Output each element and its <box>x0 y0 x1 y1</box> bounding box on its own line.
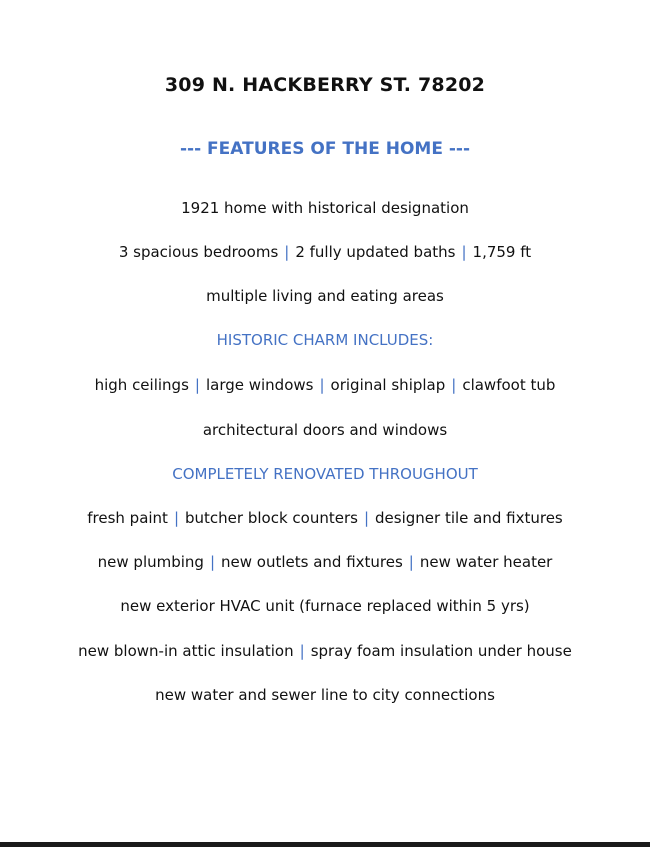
feature-item: new exterior HVAC unit (furnace replaced within 5 yrs) <box>120 597 530 615</box>
line-hvac <box>0 597 650 615</box>
feature-item: butcher block counters <box>185 509 358 527</box>
feature-item: multiple living and eating areas <box>206 287 444 305</box>
line-sewer <box>0 686 650 704</box>
separator-bar: | <box>451 376 457 394</box>
feature-item: fresh paint <box>87 509 168 527</box>
feature-item: new outlets and fixtures <box>221 553 403 571</box>
feature-item: 1,759 ft <box>472 243 532 261</box>
separator-bar: | <box>363 509 370 527</box>
feature-item: large windows <box>205 376 314 394</box>
feature-item: 2 fully updated baths <box>295 243 456 261</box>
line-historical <box>0 199 650 217</box>
line-rooms <box>0 243 650 261</box>
feature-item: clawfoot tub <box>462 376 556 394</box>
separator-bar: | <box>319 376 325 394</box>
feature-item: designer tile and fixtures <box>375 509 563 527</box>
separator-bar: | <box>284 243 290 261</box>
features-heading: --- FEATURES OF THE HOME --- <box>179 139 471 159</box>
separator-bar: | <box>461 243 467 261</box>
separator-bar: | <box>299 642 305 660</box>
feature-item: new plumbing <box>97 553 204 571</box>
line-charm-heading: HISTORIC CHARM INCLUDES: <box>216 331 434 349</box>
feature-item: high ceilings <box>94 376 189 394</box>
line-doors <box>0 421 650 439</box>
line-systems <box>0 553 650 571</box>
feature-item: original shiplap <box>330 376 446 394</box>
line-insulation <box>0 642 650 660</box>
separator-bar: | <box>173 509 180 527</box>
line-finishes <box>0 509 650 527</box>
feature-item: new blown-in attic insulation <box>78 642 294 660</box>
feature-item: 3 spacious bedrooms <box>118 243 279 261</box>
page-title: 309 N. HACKBERRY ST. 78202 <box>164 74 486 96</box>
line-renovated-heading: COMPLETELY RENOVATED THROUGHOUT <box>172 465 478 483</box>
feature-item: architectural doors and windows <box>202 421 448 439</box>
feature-item: new water heater <box>419 553 553 571</box>
separator-bar: | <box>209 553 216 571</box>
line-charm-items <box>0 376 650 394</box>
feature-item: new water and sewer line to city connections <box>155 686 495 704</box>
feature-item: spray foam insulation under house <box>310 642 572 660</box>
separator-bar: | <box>408 553 414 571</box>
feature-item: 1921 home with historical designation <box>181 199 469 217</box>
separator-bar: | <box>194 376 200 394</box>
line-living <box>0 287 650 305</box>
page-bottom-edge <box>0 842 650 847</box>
